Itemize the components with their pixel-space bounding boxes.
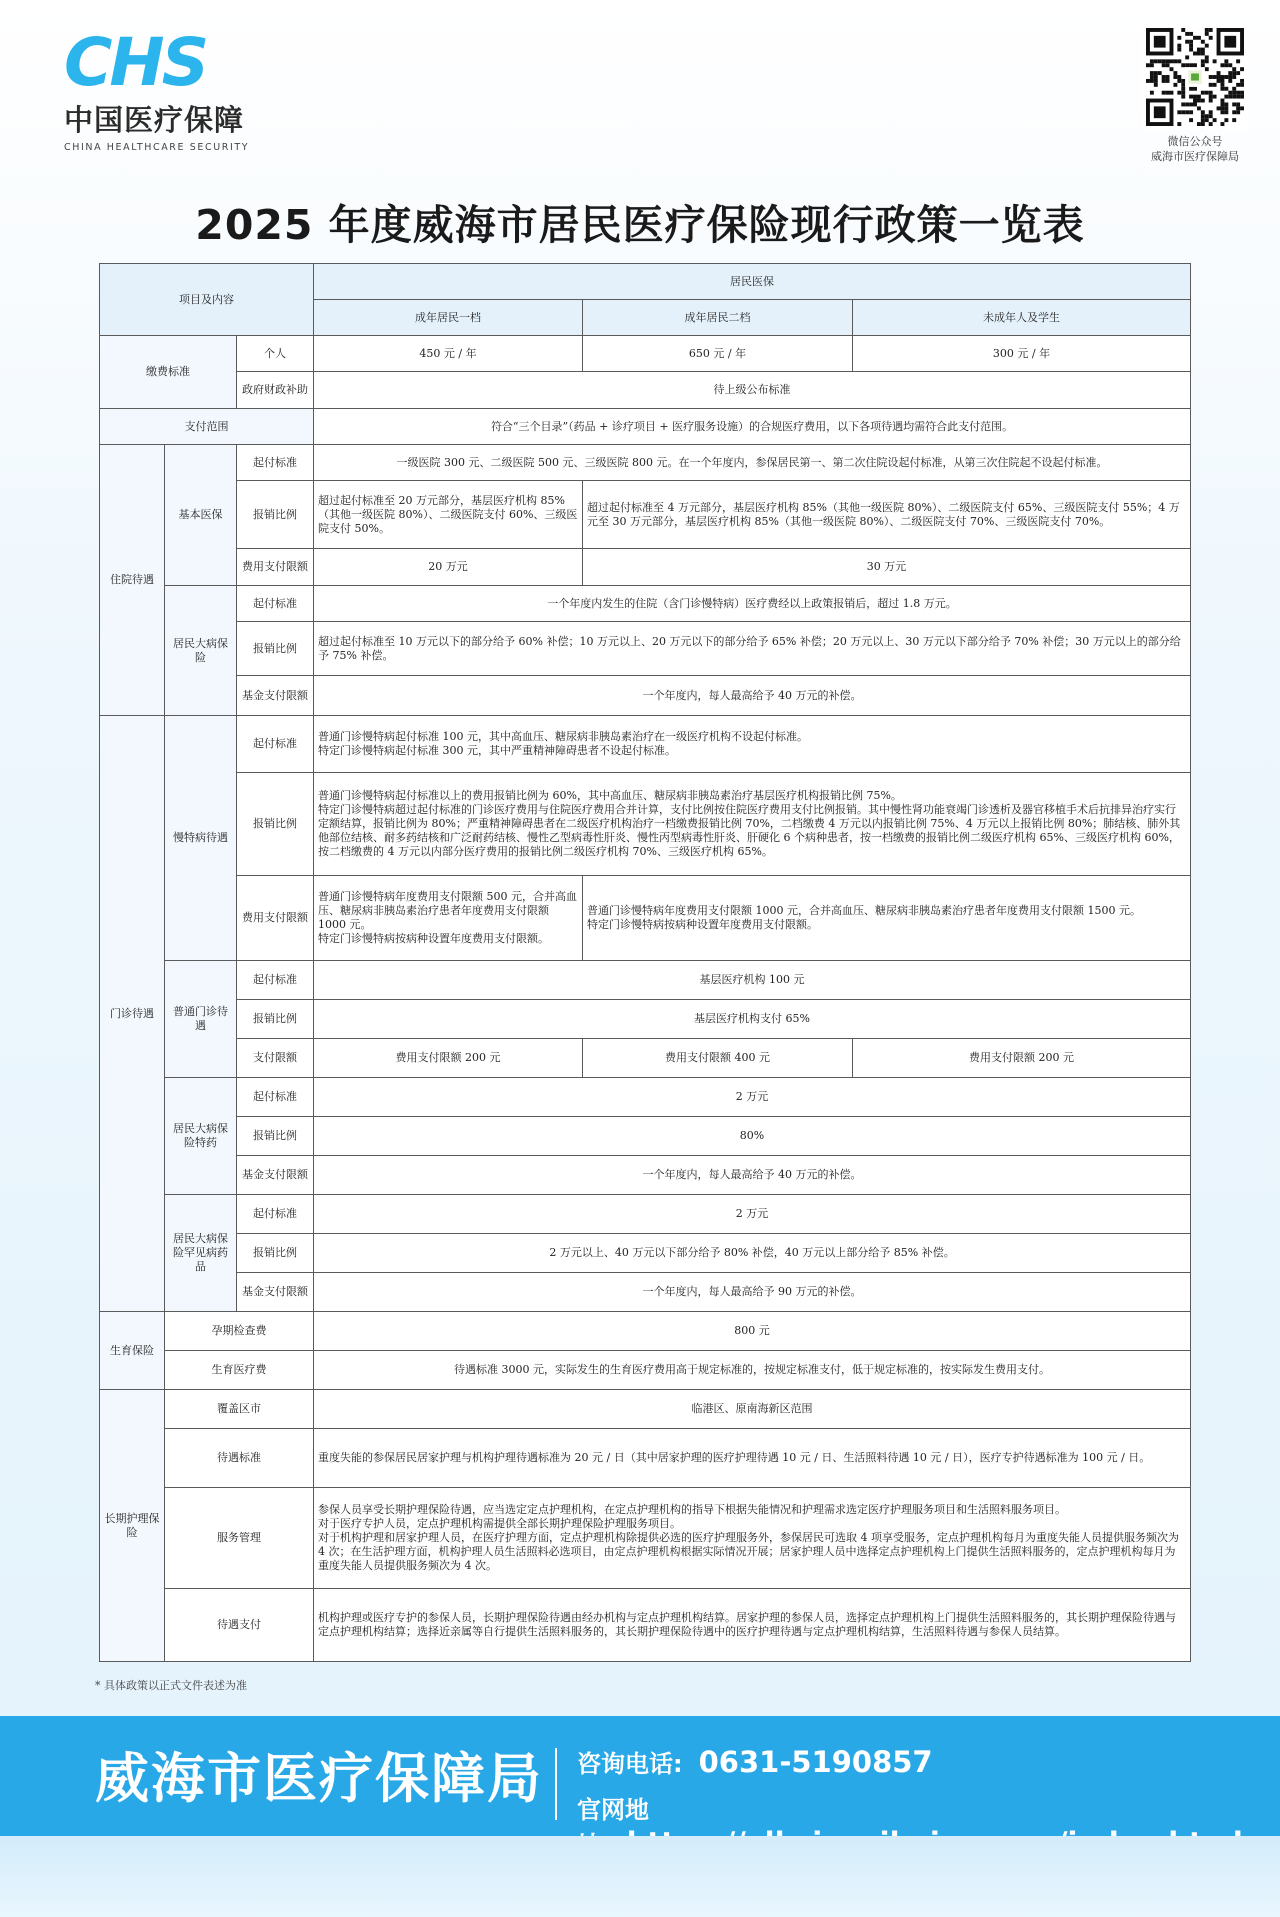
table-row [100, 409, 1191, 445]
subcategory-cell: 居民大病保险 [165, 586, 237, 716]
table-row [100, 1273, 1191, 1312]
svg-text:CHS: CHS [64, 30, 207, 92]
value-cell: 超过起付标准至 10 万元以下的部分给予 60% 补偿；10 万元以上、20 万元以下的部分给予 65% 补偿；20 万元以上、30 万元以下部分给予 70% 补偿；30 万元以上的部分给予 75% 补偿。 [314, 622, 1191, 676]
page-title: 2025 年度威海市居民医疗保险现行政策一览表 [195, 201, 1085, 249]
category-cell: 缴费标准 [100, 336, 237, 409]
website-label: 官网地 [577, 1796, 649, 1824]
value-cell: 超过起付标准至 4 万元部分，基层医疗机构 85%（其他一级医院 80%）、二级医院支付 65%、三级医院支付 55%；4 万元至 30 万元部分，基层医疗机构 85%（其他一级医院 80%）、二级医院支付 70%、三级医院支付 70%。 [583, 481, 1191, 549]
item-cell: 起付标准 [237, 961, 314, 1000]
phone-number: 0631-5190857 [698, 1745, 933, 1779]
table-row [100, 676, 1191, 716]
table-row [100, 1195, 1191, 1234]
subcategory-cell: 普通门诊待遇 [165, 961, 237, 1078]
subcategory-cell: 慢特病待遇 [165, 716, 237, 961]
qr-code-icon [1142, 24, 1248, 130]
logo-chinese-name: 中国医疗保障 [64, 103, 245, 137]
header-adult-tier1: 成年居民一档 [314, 300, 583, 336]
text-line: 普通门诊慢特病年度费用支付限额 500 元，合并高血压、糖尿病非胰岛素治疗患者年度费用支付限额 1000 元。 [318, 890, 578, 931]
value-cell [314, 773, 1191, 876]
table-row [100, 1234, 1191, 1273]
value-cell: 基层医疗机构支付 65% [314, 1000, 1191, 1039]
item-cell: 报销比例 [237, 1117, 314, 1156]
value-cell: 650 元 / 年 [583, 336, 853, 372]
value-cell: 2 万元 [314, 1195, 1191, 1234]
text-line: 参保人员享受长期护理保险待遇，应当选定定点护理机构，在定点护理机构的指导下根据失能情况和护理需求选定医疗护理服务项目和生活照料服务项目。 [318, 1503, 1067, 1516]
category-cell: 长期护理保险 [100, 1390, 165, 1662]
value-cell: 费用支付限额 400 元 [583, 1039, 853, 1078]
table-row [100, 1589, 1191, 1662]
value-cell: 2 万元 [314, 1078, 1191, 1117]
value-cell: 2 万元以上、40 万元以下部分给予 80% 补偿，40 万元以上部分给予 85% 补偿。 [314, 1234, 1191, 1273]
text-line: 特定门诊慢特病按病种设置年度费用支付限额。 [318, 932, 550, 945]
text-line: 普通门诊慢特病年度费用支付限额 1000 元，合并高血压、糖尿病非胰岛素治疗患者年度费用支付限额 1500 元。 [587, 904, 1141, 917]
value-cell: 300 元 / 年 [853, 336, 1191, 372]
value-cell: 待上级公布标准 [314, 372, 1191, 409]
subcategory-cell: 基本医保 [165, 445, 237, 586]
value-cell: 20 万元 [314, 549, 583, 586]
phone-label: 咨询电话: [577, 1750, 683, 1778]
table-row [100, 1000, 1191, 1039]
value-cell: 一个年度内发生的住院（含门诊慢特病）医疗费经以上政策报销后，超过 1.8 万元。 [314, 586, 1191, 622]
item-cell: 报销比例 [237, 622, 314, 676]
value-cell: 临港区、原南海新区范围 [314, 1390, 1191, 1429]
chs-logo-mark [64, 30, 234, 92]
item-cell: 基金支付限额 [237, 676, 314, 716]
table-row [100, 1390, 1191, 1429]
footnote: * 具体政策以正式文件表述为准 [95, 1679, 247, 1692]
value-cell [583, 876, 1191, 961]
item-cell: 待遇标准 [165, 1429, 314, 1488]
text-line: 对于医疗专护人员，定点护理机构需提供全部长期护理保险护理服务项目。 [318, 1517, 682, 1530]
category-cell: 住院待遇 [100, 445, 165, 716]
table-row [100, 264, 1191, 300]
text-line: 特定门诊慢特病起付标准 300 元，其中严重精神障碍患者不设起付标准。 [318, 744, 677, 757]
table-row [100, 961, 1191, 1000]
value-cell [314, 1488, 1191, 1589]
subcategory-cell: 居民大病保险特药 [165, 1078, 237, 1195]
category-cell: 支付范围 [100, 409, 314, 445]
table-row [100, 1312, 1191, 1351]
footer-banner [0, 1716, 1280, 1836]
table-row [100, 481, 1191, 549]
qr-caption-1: 微信公众号 [1167, 135, 1223, 148]
text-line: 普通门诊慢特病起付标准 100 元，其中高血压、糖尿病非胰岛素治疗在一级医疗机构不设起付标准。 [318, 730, 809, 743]
header-resident-insurance: 居民医保 [314, 264, 1191, 300]
item-cell: 起付标准 [237, 586, 314, 622]
item-cell: 报销比例 [237, 481, 314, 549]
value-cell [314, 876, 583, 961]
item-cell: 孕期检查费 [165, 1312, 314, 1351]
item-cell: 基金支付限额 [237, 1156, 314, 1195]
header-item-content: 项目及内容 [100, 264, 314, 336]
value-cell: 800 元 [314, 1312, 1191, 1351]
header-adult-tier2: 成年居民二档 [583, 300, 853, 336]
item-cell: 费用支付限额 [237, 549, 314, 586]
footer-gradient-strip [0, 1836, 1280, 1917]
item-cell: 生育医疗费 [165, 1351, 314, 1390]
chs-logo [64, 30, 274, 153]
value-cell: 符合“三个目录”（药品 + 诊疗项目 + 医疗服务设施）的合规医疗费用，以下各项待遇均需符合此支付范围。 [314, 409, 1191, 445]
item-cell: 待遇支付 [165, 1589, 314, 1662]
item-cell: 起付标准 [237, 445, 314, 481]
text-line: 普通门诊慢特病起付标准以上的费用报销比例为 60%，其中高血压、糖尿病非胰岛素治疗基层医疗机构报销比例 75%。 [318, 789, 902, 802]
item-cell: 起付标准 [237, 1195, 314, 1234]
item-cell: 报销比例 [237, 1234, 314, 1273]
text-line: 特定门诊慢特病超过起付标准的门诊医疗费用与住院医疗费用合并计算，支付比例按住院医疗费用支付比例报销。其中慢性肾功能衰竭门诊透析及器官移植手术后抗排异治疗实行定额结算，报销比例为 80%；严重精神障碍患者在二级医疗机构治疗一档缴费报销比例 70%，二档缴费 4 万元以内报销比例 75%、4 万元以上报销比例 80%；肺结核、肺外其他部位结核、耐多药结核和广泛耐药结核、慢性乙型病毒性肝炎、慢性丙型病毒性肝炎、肝硬化 6 个病种患者，按一档缴费的报销比例二级医疗机构 65%、三级医疗机构 60%，按二档缴费的 4 万元以内部分医疗费用的报销比例二级医疗机构 70%、三级医疗机构 65%。 [318, 803, 1181, 858]
value-cell: 30 万元 [583, 549, 1191, 586]
table-row [100, 1156, 1191, 1195]
value-cell [314, 716, 1191, 773]
qr-caption-2: 威海市医疗保障局 [1151, 150, 1239, 163]
value-cell: 基层医疗机构 100 元 [314, 961, 1191, 1000]
table-row [100, 1039, 1191, 1078]
item-cell: 报销比例 [237, 773, 314, 876]
item-cell: 支付限额 [237, 1039, 314, 1078]
value-cell: 一级医院 300 元、二级医院 500 元、三级医院 800 元。在一个年度内，参保居民第一、第二次住院设起付标准，从第三次住院起不设起付标准。 [314, 445, 1191, 481]
item-cell: 服务管理 [165, 1488, 314, 1589]
table-row [100, 372, 1191, 409]
footer-divider [555, 1748, 557, 1820]
item-cell: 费用支付限额 [237, 876, 314, 961]
text-line: 特定门诊慢特病按病种设置年度费用支付限额。 [587, 918, 819, 931]
item-cell: 个人 [237, 336, 314, 372]
value-cell: 费用支付限额 200 元 [853, 1039, 1191, 1078]
table-row [100, 1488, 1191, 1589]
item-cell: 政府财政补助 [237, 372, 314, 409]
category-cell: 门诊待遇 [100, 716, 165, 1312]
value-cell: 一个年度内，每人最高给予 90 万元的补偿。 [314, 1273, 1191, 1312]
item-cell: 覆盖区市 [165, 1390, 314, 1429]
subcategory-cell: 居民大病保险罕见病药品 [165, 1195, 237, 1312]
item-cell: 起付标准 [237, 716, 314, 773]
value-cell: 超过起付标准至 20 万元部分，基层医疗机构 85%（其他一级医院 80%）、二级医院支付 60%、三级医院支付 50%。 [314, 481, 583, 549]
table-row [100, 1078, 1191, 1117]
category-cell: 生育保险 [100, 1312, 165, 1390]
table-row [100, 773, 1191, 876]
wechat-qr-block [1140, 24, 1250, 164]
table-row [100, 876, 1191, 961]
table-row [100, 336, 1191, 372]
text-line: 对于机构护理和居家护理人员，在医疗护理方面，定点护理机构除提供必选的医疗护理服务外，参保居民可选取 4 项享受服务，定点护理机构每月为重度失能人员提供服务频次为 4 次；在生活护理方面，机构护理人员生活照料必选项目，由定点护理机构根据实际情况开展；居家护理人员中选择定点护理机构上门提供生活照料服务的，定点护理机构每月为重度失能人员提供服务频次为 4 次。 [318, 1531, 1180, 1572]
value-cell: 一个年度内，每人最高给予 40 万元的补偿。 [314, 676, 1191, 716]
table-row [100, 1117, 1191, 1156]
value-cell: 450 元 / 年 [314, 336, 583, 372]
table-row [100, 1429, 1191, 1488]
logo-english-name: CHINA HEALTHCARE SECURITY [64, 142, 250, 153]
table-row [100, 716, 1191, 773]
value-cell: 一个年度内，每人最高给予 40 万元的补偿。 [314, 1156, 1191, 1195]
value-cell: 机构护理或医疗专护的参保人员，长期护理保险待遇由经办机构与定点护理机构结算。居家护理的参保人员，选择定点护理机构上门提供生活照料服务的，其长期护理保险待遇与定点护理机构结算；选择近亲属等自行提供生活照料服务的，其长期护理保险待遇中的医疗护理待遇与定点护理机构结算，生活照料待遇与参保人员结算。 [314, 1589, 1191, 1662]
table-row [100, 549, 1191, 586]
table-row [100, 622, 1191, 676]
item-cell: 基金支付限额 [237, 1273, 314, 1312]
value-cell: 重度失能的参保居民居家护理与机构护理待遇标准为 20 元 / 日（其中居家护理的医疗护理待遇 10 元 / 日、生活照料待遇 10 元 / 日），医疗专护待遇标准为 100 元 / 日。 [314, 1429, 1191, 1488]
footer-org-name: 威海市医疗保障局 [95, 1747, 543, 1810]
table-row [100, 1351, 1191, 1390]
item-cell: 报销比例 [237, 1000, 314, 1039]
table-row [100, 586, 1191, 622]
table-row [100, 445, 1191, 481]
header-minors-students: 未成年人及学生 [853, 300, 1191, 336]
policy-table [99, 263, 1191, 1662]
value-cell: 待遇标准 3000 元，实际发生的生育医疗费用高于规定标准的，按规定标准支付，低于规定标准的，按实际发生费用支付。 [314, 1351, 1191, 1390]
value-cell: 80% [314, 1117, 1191, 1156]
phone-row [577, 1744, 933, 1779]
value-cell: 费用支付限额 200 元 [314, 1039, 583, 1078]
item-cell: 起付标准 [237, 1078, 314, 1117]
